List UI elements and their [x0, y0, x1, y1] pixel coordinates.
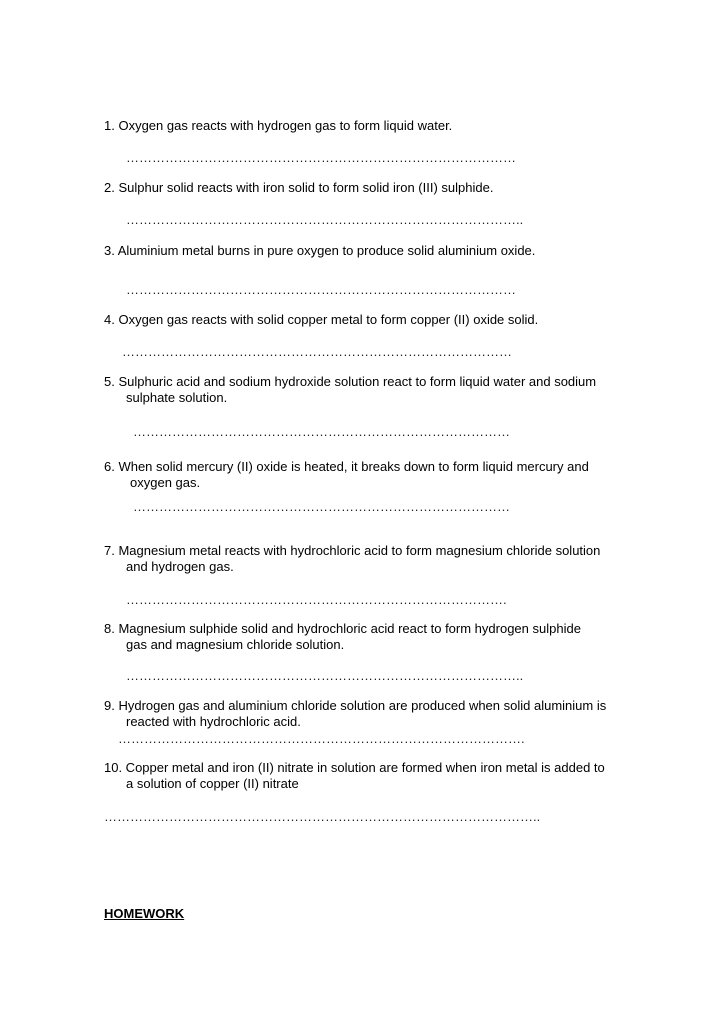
question-7-text: 7. Magnesium metal reacts with hydrochloric acid to form magnesium chloride solution — [104, 543, 601, 558]
question-1-text: 1. Oxygen gas reacts with hydrogen gas to form liquid water. — [104, 118, 453, 133]
question-10-answer-line: ……………………………………………………………………………………….. — [104, 809, 541, 824]
question-3-text: 3. Aluminium metal burns in pure oxygen to produce solid aluminium oxide. — [104, 243, 536, 258]
question-2-text: 2. Sulphur solid reacts with iron solid to form solid iron (III) sulphide. — [104, 180, 494, 195]
question-2-answer-line: ……………………………………………………………………………….. — [126, 212, 524, 227]
question-10-text-continued: a solution of copper (II) nitrate — [126, 776, 299, 791]
question-6-answer-line: …………………………………………………………………………… — [133, 499, 510, 514]
question-4-answer-line: ……………………………………………………………………………… — [122, 344, 512, 359]
question-5-text: 5. Sulphuric acid and sodium hydroxide solution react to form liquid water and sodium — [104, 374, 597, 389]
question-9-answer-line: …………………………………………………………………………………. — [118, 731, 525, 746]
question-4-text: 4. Oxygen gas reacts with solid copper metal to form copper (II) oxide solid. — [104, 312, 539, 327]
question-7-text-continued: and hydrogen gas. — [126, 559, 234, 574]
question-10-text: 10. Copper metal and iron (II) nitrate in solution are formed when iron metal is added to — [104, 760, 605, 775]
question-9-text-continued: reacted with hydrochloric acid. — [126, 714, 301, 729]
homework-heading: HOMEWORK — [104, 906, 185, 921]
question-6-text: 6. When solid mercury (II) oxide is heated, it breaks down to form liquid mercury and — [104, 459, 589, 474]
question-5-text-continued: sulphate solution. — [126, 390, 228, 405]
question-3-answer-line: ……………………………………………………………………………… — [126, 282, 516, 297]
question-8-answer-line: ……………………………………………………………………………….. — [126, 668, 524, 683]
question-6-text-continued: oxygen gas. — [130, 475, 201, 490]
question-7-answer-line: ……………………………………………………………………………. — [126, 592, 507, 607]
question-9-text: 9. Hydrogen gas and aluminium chloride solution are produced when solid aluminium is — [104, 698, 607, 713]
question-5-answer-line: …………………………………………………………………………… — [133, 424, 510, 439]
question-8-text: 8. Magnesium sulphide solid and hydrochloric acid react to form hydrogen sulphide — [104, 621, 581, 636]
question-8-text-continued: gas and magnesium chloride solution. — [126, 637, 345, 652]
question-1-answer-line: ……………………………………………………………………………… — [126, 150, 516, 165]
